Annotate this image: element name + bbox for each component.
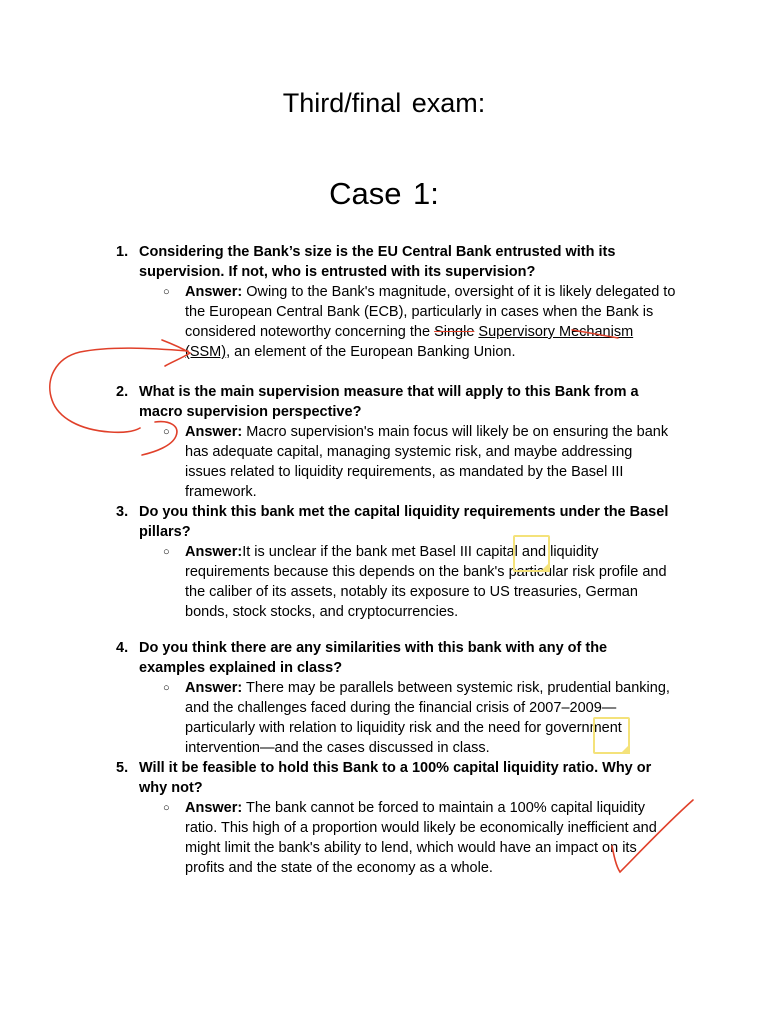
- answer-text: It is unclear if the bank met Basel III capital and liquidity requirements because this depends on the bank's particular risk profile and the caliber of its assets, notably its exposure to US treasuries, German bonds, stock stocks, and cryptocurrencies.: [185, 544, 667, 620]
- sticky-note-icon[interactable]: [513, 535, 550, 572]
- bullet-icon: ○: [163, 682, 170, 694]
- question-item-3: [116, 502, 676, 622]
- question-number: 1.: [116, 244, 129, 260]
- question-text: Do you think there are any similarities with this bank with any of the examples explained in class?: [139, 640, 608, 676]
- answer-block: [163, 282, 676, 362]
- answer-label: Answer:: [185, 800, 243, 816]
- question-number: 4.: [116, 640, 129, 656]
- question-item-5: [116, 758, 676, 878]
- question-text: Will it be feasible to hold this Bank to a 100% capital liquidity ratio. Why or why not?: [139, 760, 652, 796]
- answer-text: Macro supervision's main focus will likely be on ensuring the bank has adequate capital, managing systemic risk, and maybe addressing issues related to liquidity requirements, as mandated by the Basel III framework.: [185, 424, 669, 500]
- bullet-icon: ○: [163, 286, 170, 298]
- answer-block: [163, 798, 676, 878]
- answer-block: [163, 542, 676, 622]
- question-number: 2.: [116, 384, 129, 400]
- answer-text-end: , an element of the European Banking Union.: [226, 344, 516, 360]
- bullet-icon: ○: [163, 802, 170, 814]
- question-text: Considering the Bank’s size is the EU Central Bank entrusted with its supervision. If not, who is entrusted with its supervision?: [139, 244, 616, 280]
- question-number: 3.: [116, 504, 129, 520]
- exam-title: Third/final exam:: [282, 88, 486, 118]
- answer-text: The bank cannot be forced to maintain a 100% capital liquidity ratio. This high of a proportion would likely be economically inefficient and might limit the bank's ability to lend, which would have an impact on its profits and the state of the economy as a whole.: [185, 800, 657, 876]
- sticky-note-icon[interactable]: [593, 717, 630, 754]
- answer-label: Answer:: [185, 680, 243, 696]
- question-number: 5.: [116, 760, 129, 776]
- bullet-icon: ○: [163, 546, 170, 558]
- question-item-1: [116, 242, 676, 362]
- question-item-2: [116, 382, 676, 502]
- question-text: What is the main supervision measure that will apply to this Bank from a macro supervision perspective?: [139, 384, 639, 420]
- case-title: Case 1:: [329, 176, 439, 211]
- question-text: Do you think this bank met the capital liquidity requirements under the Basel pillars?: [139, 504, 669, 540]
- struck-text: Single: [434, 324, 475, 340]
- answer-text: Owing to the Bank's magnitude, oversight of it is likely delegated to the European Central Bank (ECB), particularly in cases when the Bank is considered noteworthy concerning the: [185, 284, 676, 340]
- answer-block: [163, 422, 676, 502]
- answer-label: Answer:: [185, 284, 243, 300]
- underlined-text: Supervisory Mechanism (SSM): [185, 324, 634, 360]
- answer-label: Answer:: [185, 544, 243, 560]
- answer-label: Answer:: [185, 424, 243, 440]
- bullet-icon: ○: [163, 426, 170, 438]
- answer-text: There may be parallels between systemic risk, prudential banking, and the challenges faced during the financial crisis of 2007–2009—particularly with relation to liquidity risk and the need for government intervention—and the cases discussed in class.: [185, 680, 670, 756]
- question-item-4: [116, 638, 676, 758]
